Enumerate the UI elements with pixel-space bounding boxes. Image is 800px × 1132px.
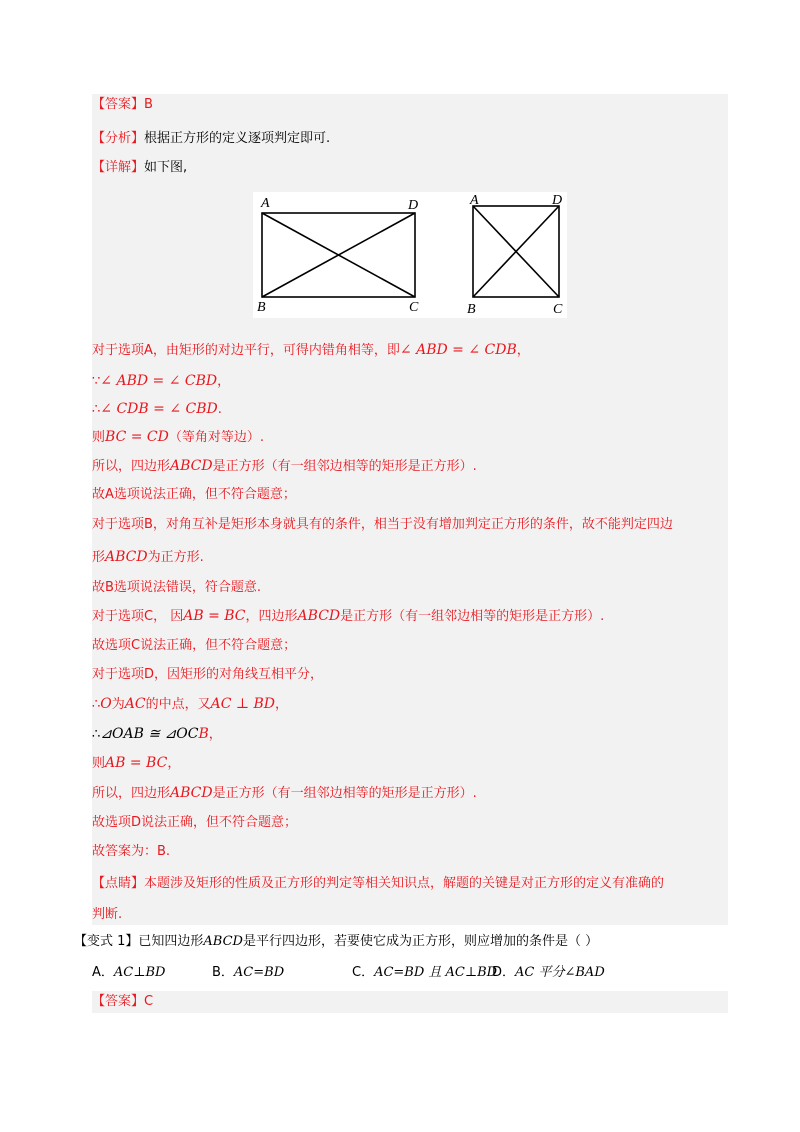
solution-line-14 (92, 725, 222, 744)
square-label-b: B (467, 302, 476, 317)
solution-line-5 (92, 457, 477, 476)
solution-line-16 (92, 784, 477, 803)
l13-mid: 为 (111, 697, 125, 712)
option-a (92, 964, 212, 982)
answer-bar-2 (92, 991, 728, 1013)
therefore-symbol-3: ∴ (92, 727, 101, 742)
l14-end: ， (208, 727, 222, 742)
l4-pre: 则 (92, 430, 106, 445)
answer-value: B (144, 97, 153, 112)
l8-pre: 形 (92, 550, 106, 565)
square-label-c: C (553, 302, 563, 317)
therefore-symbol-2: ∴ (92, 697, 101, 712)
option-b-text: AC=BD (233, 965, 285, 980)
rect-label-b: B (257, 300, 266, 315)
detail-tag: 【详解】 (92, 160, 145, 175)
remark-line-2: 判断. (92, 907, 123, 922)
l15-pre: 则 (92, 756, 106, 771)
l10-pre: 对于选项C， 因 (92, 609, 184, 624)
l8-math: ABCD (105, 549, 148, 565)
l4-text: （等角对等边）. (168, 430, 264, 445)
geometry-figure (253, 192, 567, 318)
variant-question-text-2: 是平行四边形，若要使它成为正方形，则应增加的条件是（ ） (242, 934, 599, 949)
l5-text: 是正方形（有一组邻边相等的矩形是正方形）. (212, 459, 477, 474)
option-a-text: AC⊥BD (113, 965, 166, 980)
l16-pre: 所以，四边形 (92, 786, 171, 801)
solution-line-10 (92, 607, 604, 626)
l5-math: ABCD (170, 458, 213, 474)
answer-bar (92, 94, 728, 116)
l3-end: . (217, 402, 222, 417)
l1-end: ， (516, 343, 530, 358)
because-symbol: ∵ (92, 374, 101, 389)
solution-line-18: 故答案为：B. (92, 844, 171, 859)
option-d-text: AC 平分∠BAD (515, 965, 605, 980)
solution-line-1 (92, 341, 530, 360)
answer-line (92, 96, 153, 114)
option-a-letter: A． (92, 965, 114, 980)
option-c-letter: C． (352, 965, 375, 980)
l13-math: O (100, 696, 112, 712)
therefore-symbol: ∴ (92, 402, 101, 417)
l8-text: 为正方形. (147, 550, 204, 565)
figure (253, 192, 567, 318)
solution-line-8 (92, 548, 204, 567)
option-c (352, 964, 498, 982)
l4-math: BC = CD (105, 429, 169, 445)
l3-math: ∠ CDB = ∠ CBD (100, 401, 218, 417)
analysis-tag: 【分析】 (92, 131, 145, 146)
solution-line-9: 故B选项说法错误，符合题意. (92, 580, 262, 595)
l14-math: ⊿OAB ≅ ⊿OC (100, 726, 199, 742)
option-c-text: AC=BD 且 AC⊥BD (374, 965, 498, 980)
solution-line-17: 故选项D说法正确，但不符合题意； (92, 815, 298, 830)
solution-line-4 (92, 428, 264, 447)
l15-end: ， (167, 756, 181, 771)
rect-label-c: C (409, 300, 419, 315)
solution-line-2 (92, 372, 230, 391)
square-figure (473, 206, 559, 297)
detail-line (92, 159, 187, 177)
answer-value-2: C (144, 994, 154, 1009)
option-d (492, 964, 605, 982)
variant-question (74, 933, 598, 951)
remark-text: 本题涉及矩形的性质及正方形的判定等相关知识点，解题的关键是对正方形的定义有准确的 (144, 876, 665, 891)
l13-math3: AC ⊥ BD (210, 696, 276, 712)
l10-math2: ABCD (297, 608, 341, 624)
l2-math: ∠ ABD = ∠ CBD (100, 373, 218, 389)
solution-line-6: 故A选项说法正确，但不符合题意； (92, 487, 296, 502)
l1-text: 对于选项A，由矩形的对边平行，可得内错角相等，即 (92, 343, 400, 358)
remark-line (92, 875, 664, 893)
rectangle-figure (262, 213, 415, 297)
variant-options (92, 964, 605, 982)
remark-tag: 【点睛】 (92, 876, 145, 891)
answer-tag-2: 【答案】 (92, 994, 145, 1009)
rect-label-d: D (408, 198, 419, 213)
l16-math: ABCD (170, 785, 213, 801)
variant-label: 【变式 1】 (74, 934, 139, 949)
l15-math: AB = BC (105, 755, 168, 771)
l13-end: ， (275, 697, 289, 712)
analysis-text: 根据正方形的定义逐项判定即可. (144, 131, 331, 146)
l13-mid2: 的中点，又 (145, 697, 211, 712)
answer-line-2 (92, 993, 153, 1011)
variant-question-text: 已知四边形 (138, 934, 204, 949)
l10-mid: ，四边形 (245, 609, 298, 624)
l1-math: ∠ ABD = ∠ CDB (399, 342, 517, 358)
l10-math: AB = BC (183, 608, 246, 624)
solution-line-3 (92, 400, 222, 419)
l5-pre: 所以，四边形 (92, 459, 171, 474)
square-label-d: D (552, 193, 563, 208)
solution-line-11: 故选项C说法正确，但不符合题意； (92, 638, 297, 653)
l2-end: ， (217, 374, 231, 389)
option-b (212, 964, 352, 982)
answer-tag: 【答案】 (92, 97, 145, 112)
rect-label-a: A (261, 196, 270, 211)
detail-text: 如下图, (144, 160, 188, 175)
analysis-line (92, 130, 330, 148)
solution-line-15 (92, 754, 180, 773)
l10-text: 是正方形（有一组邻边相等的矩形是正方形）. (340, 609, 605, 624)
solution-line-12: 对于选项D，因矩形的对角线互相平分， (92, 667, 324, 682)
variant-question-math: ABCD (203, 934, 243, 949)
square-label-a: A (470, 193, 479, 208)
solution-line-13 (92, 695, 288, 714)
l13-math2: AC (124, 696, 146, 712)
l14-red: B (198, 726, 209, 742)
option-b-letter: B． (212, 965, 234, 980)
solution-line-7: 对于选项B，对角互补是矩形本身就具有的条件，相当于没有增加判定正方形的条件，故不能判定四边 (92, 517, 673, 532)
l16-text: 是正方形（有一组邻边相等的矩形是正方形）. (212, 786, 477, 801)
option-d-letter: D． (492, 965, 516, 980)
